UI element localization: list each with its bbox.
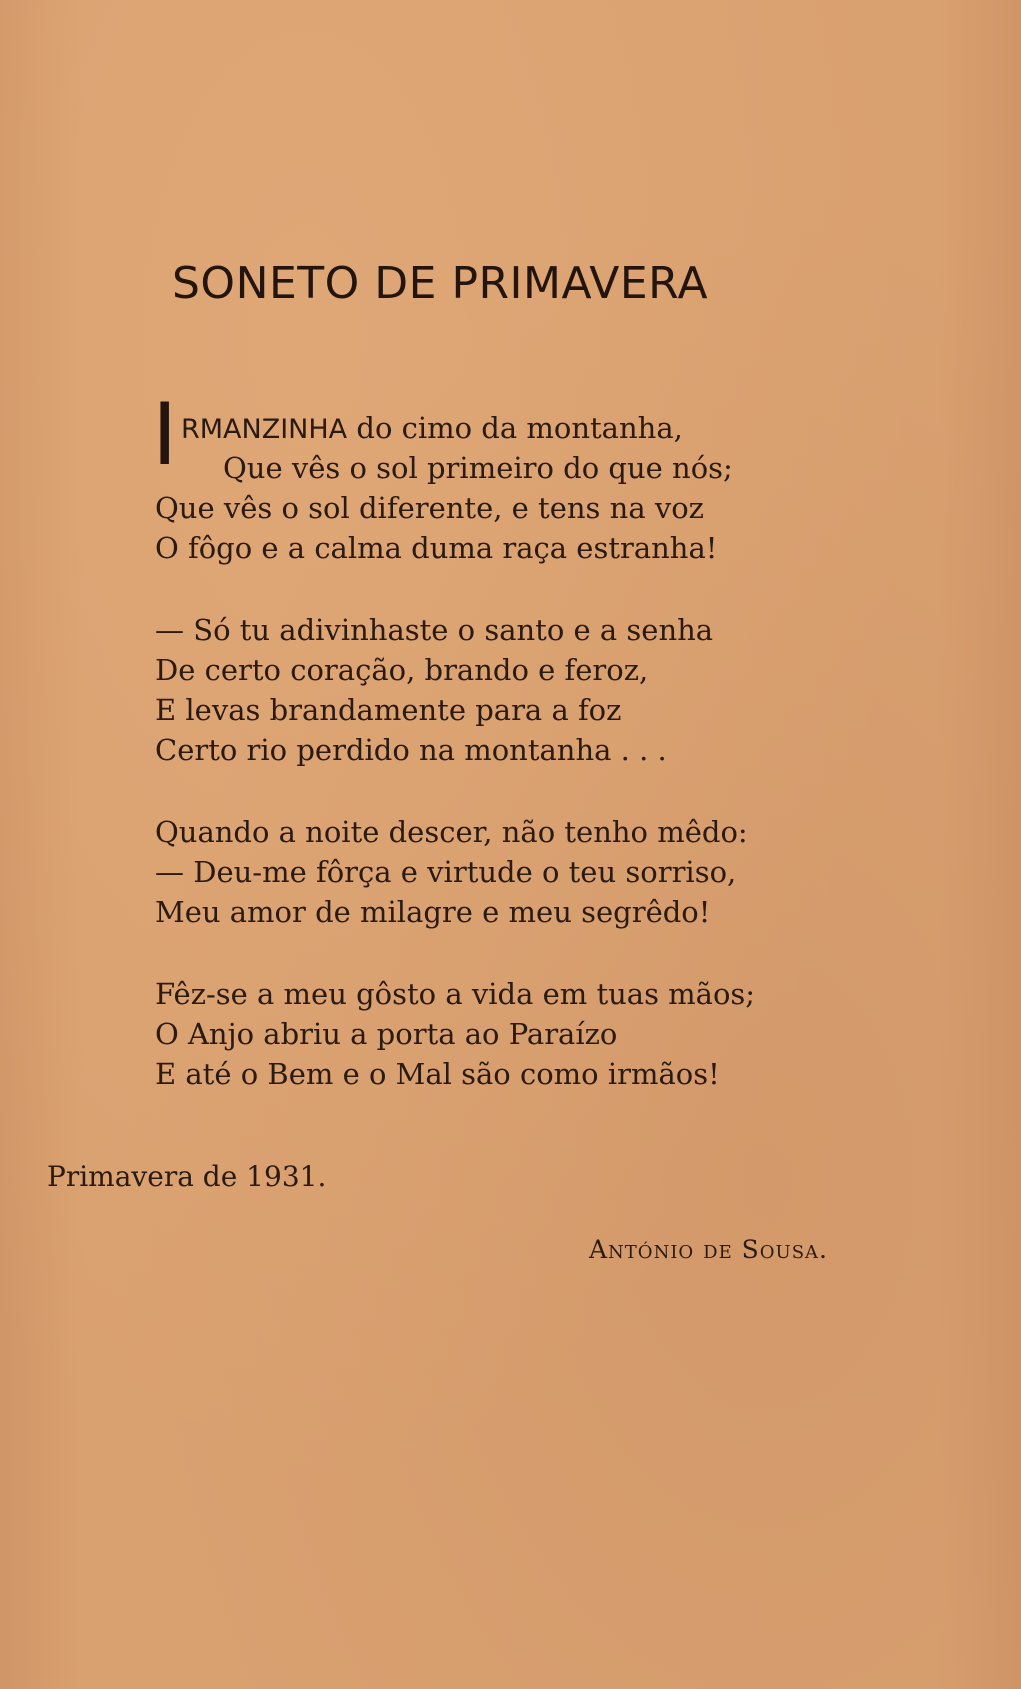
poem-line-13: O Anjo abriu a porta ao Paraízo [155,1017,618,1051]
stanza-4 [155,974,755,1094]
poem-body [155,408,755,1136]
first-word-caps: RMANZINHA [181,414,348,445]
poem-line-9: Quando a noite descer, não tenho mêdo: [155,815,748,849]
author-signature: António de Sousa. [589,1235,828,1264]
poem-line-1 [155,408,755,448]
poem-line-8: Certo rio perdido na montanha . . . [155,733,667,767]
stanza-2 [155,610,755,770]
first-line-rest: do cimo da montanha, [347,411,683,445]
poem-line-2: Que vês o sol primeiro do que nós; [223,451,733,485]
poem-line-10: — Deu-me fôrça e virtude o teu sorriso, [155,855,737,889]
poem-title: SONETO DE PRIMAVERA [172,258,709,309]
poem-line-6: De certo coração, brando e feroz, [155,653,649,687]
poem-line-3: Que vês o sol diferente, e tens na voz [155,491,704,525]
poem-line-4: O fôgo e a calma duma raça estranha! [155,531,718,565]
poem-line-5: — Só tu adivinhaste o santo e a senha [155,613,714,647]
poem-line-7: E levas brandamente para a foz [155,693,622,727]
poem-line-12: Fêz-se a meu gôsto a vida em tuas mãos; [155,977,756,1011]
date-line: Primavera de 1931. [47,1160,327,1193]
stanza-1 [155,408,755,568]
poem-line-14: E até o Bem e o Mal são como irmãos! [155,1057,720,1091]
stanza-3 [155,812,755,932]
drop-cap-letter: I [152,385,178,485]
poem-line-11: Meu amor de milagre e meu segrêdo! [155,895,711,929]
